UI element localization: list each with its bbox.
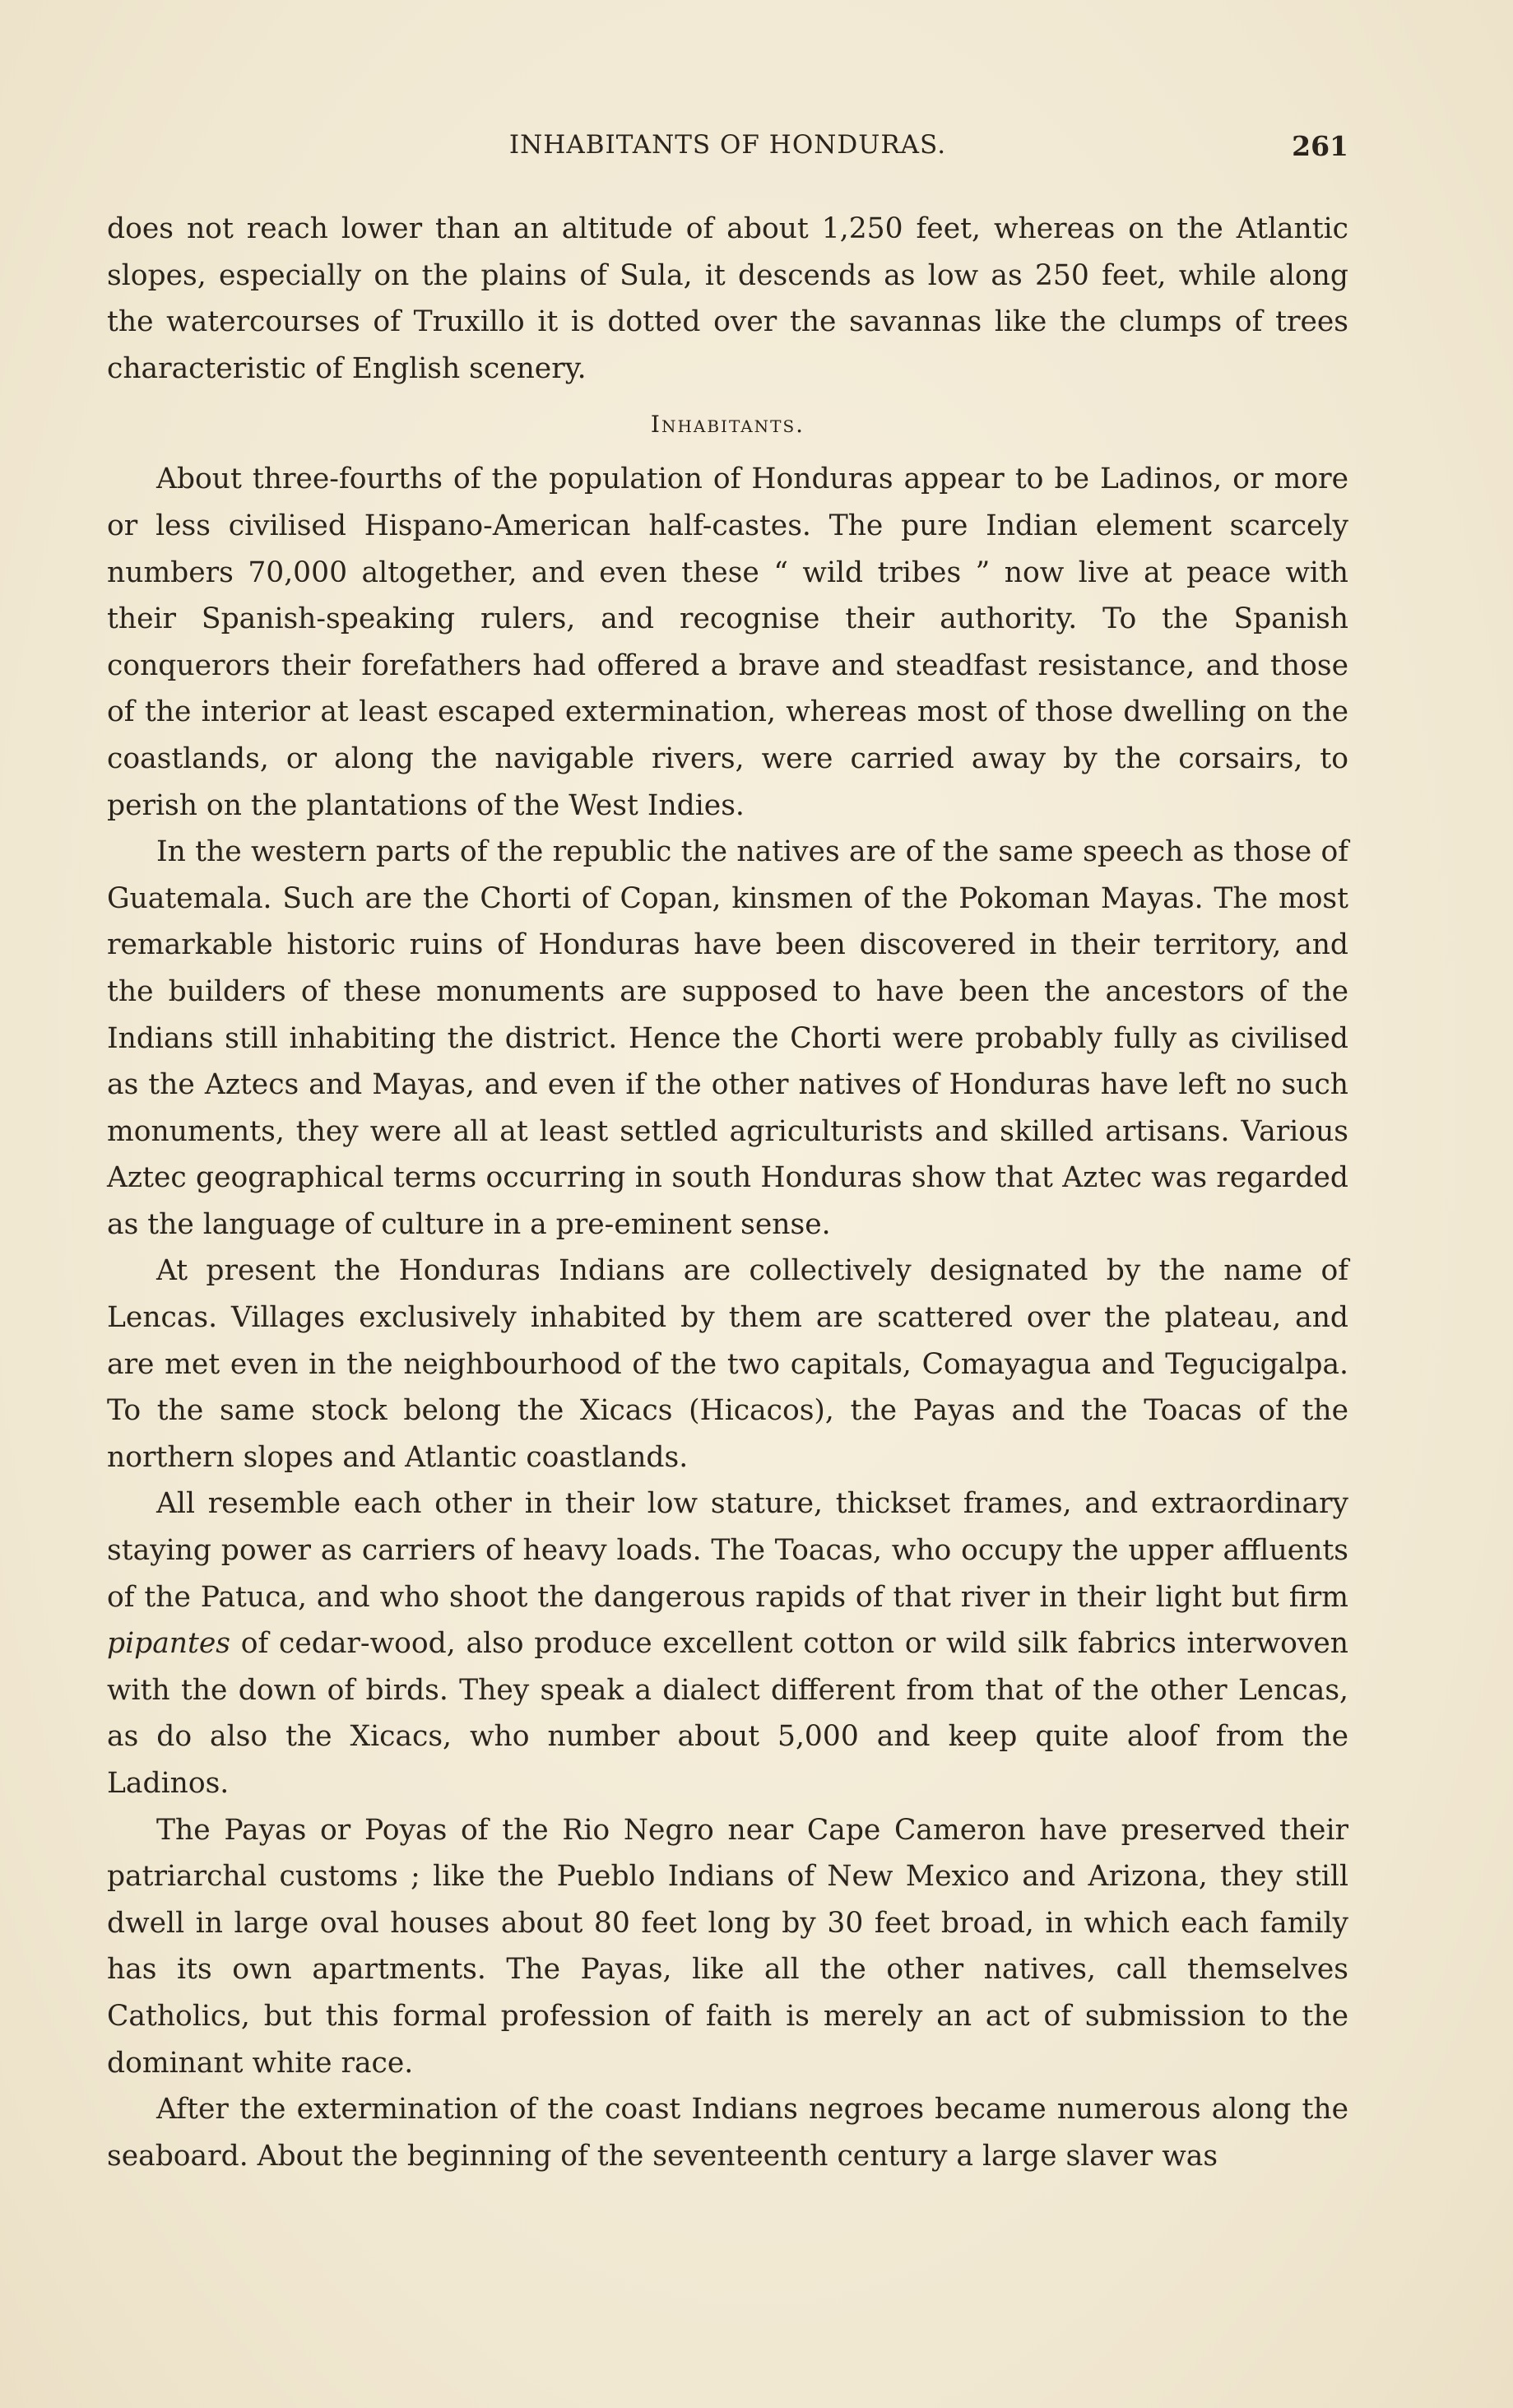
paragraph-continuation: does not reach lower than an altitude of about 1,250 feet, whereas on the Atlantic slopes, especially on the plains of Sula, it descends as low as 250 feet, while along the watercourses of Truxillo it is dotted over the savannas like the clumps of trees characteristic of English scenery. (107, 212, 1348, 385)
paragraph: At present the Honduras Indians are collectively designated by the name of Lencas. Villages exclusively inhabited by them are scattered over the plateau, and are met even in the neighbourhood of the two capitals, Comayagua and Tegucigalpa. To the same stock belong the Xicacs (Hicacos), the Payas and the Toacas of the northern slopes and Atlantic coastlands. (107, 1254, 1348, 1474)
page-number: 261 (1292, 130, 1348, 162)
paragraph: About three-fourths of the population of Honduras appear to be Ladinos, or more or less civilised Hispano-American half-castes. The pure Indian element scarcely numbers 70,000 altogether, and even these “ wild tribes ” now live at peace with their Spanish-speaking rulers, and recognise their authority. To the Spanish conquerors their forefathers had offered a brave and steadfast resistance, and those of the interior at least escaped extermination, whereas most of those dwelling on the coastlands, or along the navigable rivers, were carried away by the corsairs, to perish on the plantations of the West Indies. (107, 463, 1348, 822)
running-title: INHABITANTS OF HONDURAS. (508, 130, 947, 160)
paragraph: The Payas or Poyas of the Rio Negro near Cape Cameron have preserved their patriarchal customs ; like the Pueblo Indians of New Mexico and Arizona, they still dwell in large oval houses about 80 feet long by 30 feet broad, in which each family has its own apartments. The Payas, like all the other natives, call themselves Catholics, but this formal profession of faith is merely an act of submission to the dominant white race. (107, 1813, 1348, 2080)
italic-term: pipantes (107, 1627, 230, 1661)
paragraph: In the western parts of the republic the natives are of the same speech as those of Guatemala. Such are the Chorti of Copan, kinsmen of the Pokoman Mayas. The most remarkable historic ruins of Honduras have been discovered in their territory, and the builders of these monuments are supposed to have been the ancestors of the Indians still inhabiting the district. Hence the Chorti were probably fully as civilised as the Aztecs and Mayas, and even if the other natives of Honduras have left no such monuments, they were all at least settled agriculturists and skilled artisans. Various Aztec geographical terms occurring in south Honduras show that Aztec was regarded as the language of culture in a pre-eminent sense. (107, 835, 1348, 1241)
paragraph-text: All resemble each other in their low stature, thickset frames, and extraordinary staying power as carriers of heavy loads. The Toacas, who occupy the upper affluents of the Patuca, and who shoot the dangerous rapids of that river in their light but firm (107, 1487, 1348, 1614)
paragraph: After the extermination of the coast Indians negroes became numerous along the seaboard. About the beginning of the seventeenth century a large slaver was (107, 2093, 1348, 2173)
page-header (107, 130, 1348, 166)
paragraph (107, 1481, 1348, 1806)
paragraph-text: of cedar-wood, also produce excellent cotton or wild silk fabrics interwoven with the down of birds. They speak a dialect different from that of the other Lencas, as do also the Xicacs, who number about 5,000 and keep quite aloof from the Ladinos. (107, 1627, 1348, 1800)
body-text (107, 206, 1348, 2179)
section-heading: Inhabitants. (650, 411, 805, 439)
